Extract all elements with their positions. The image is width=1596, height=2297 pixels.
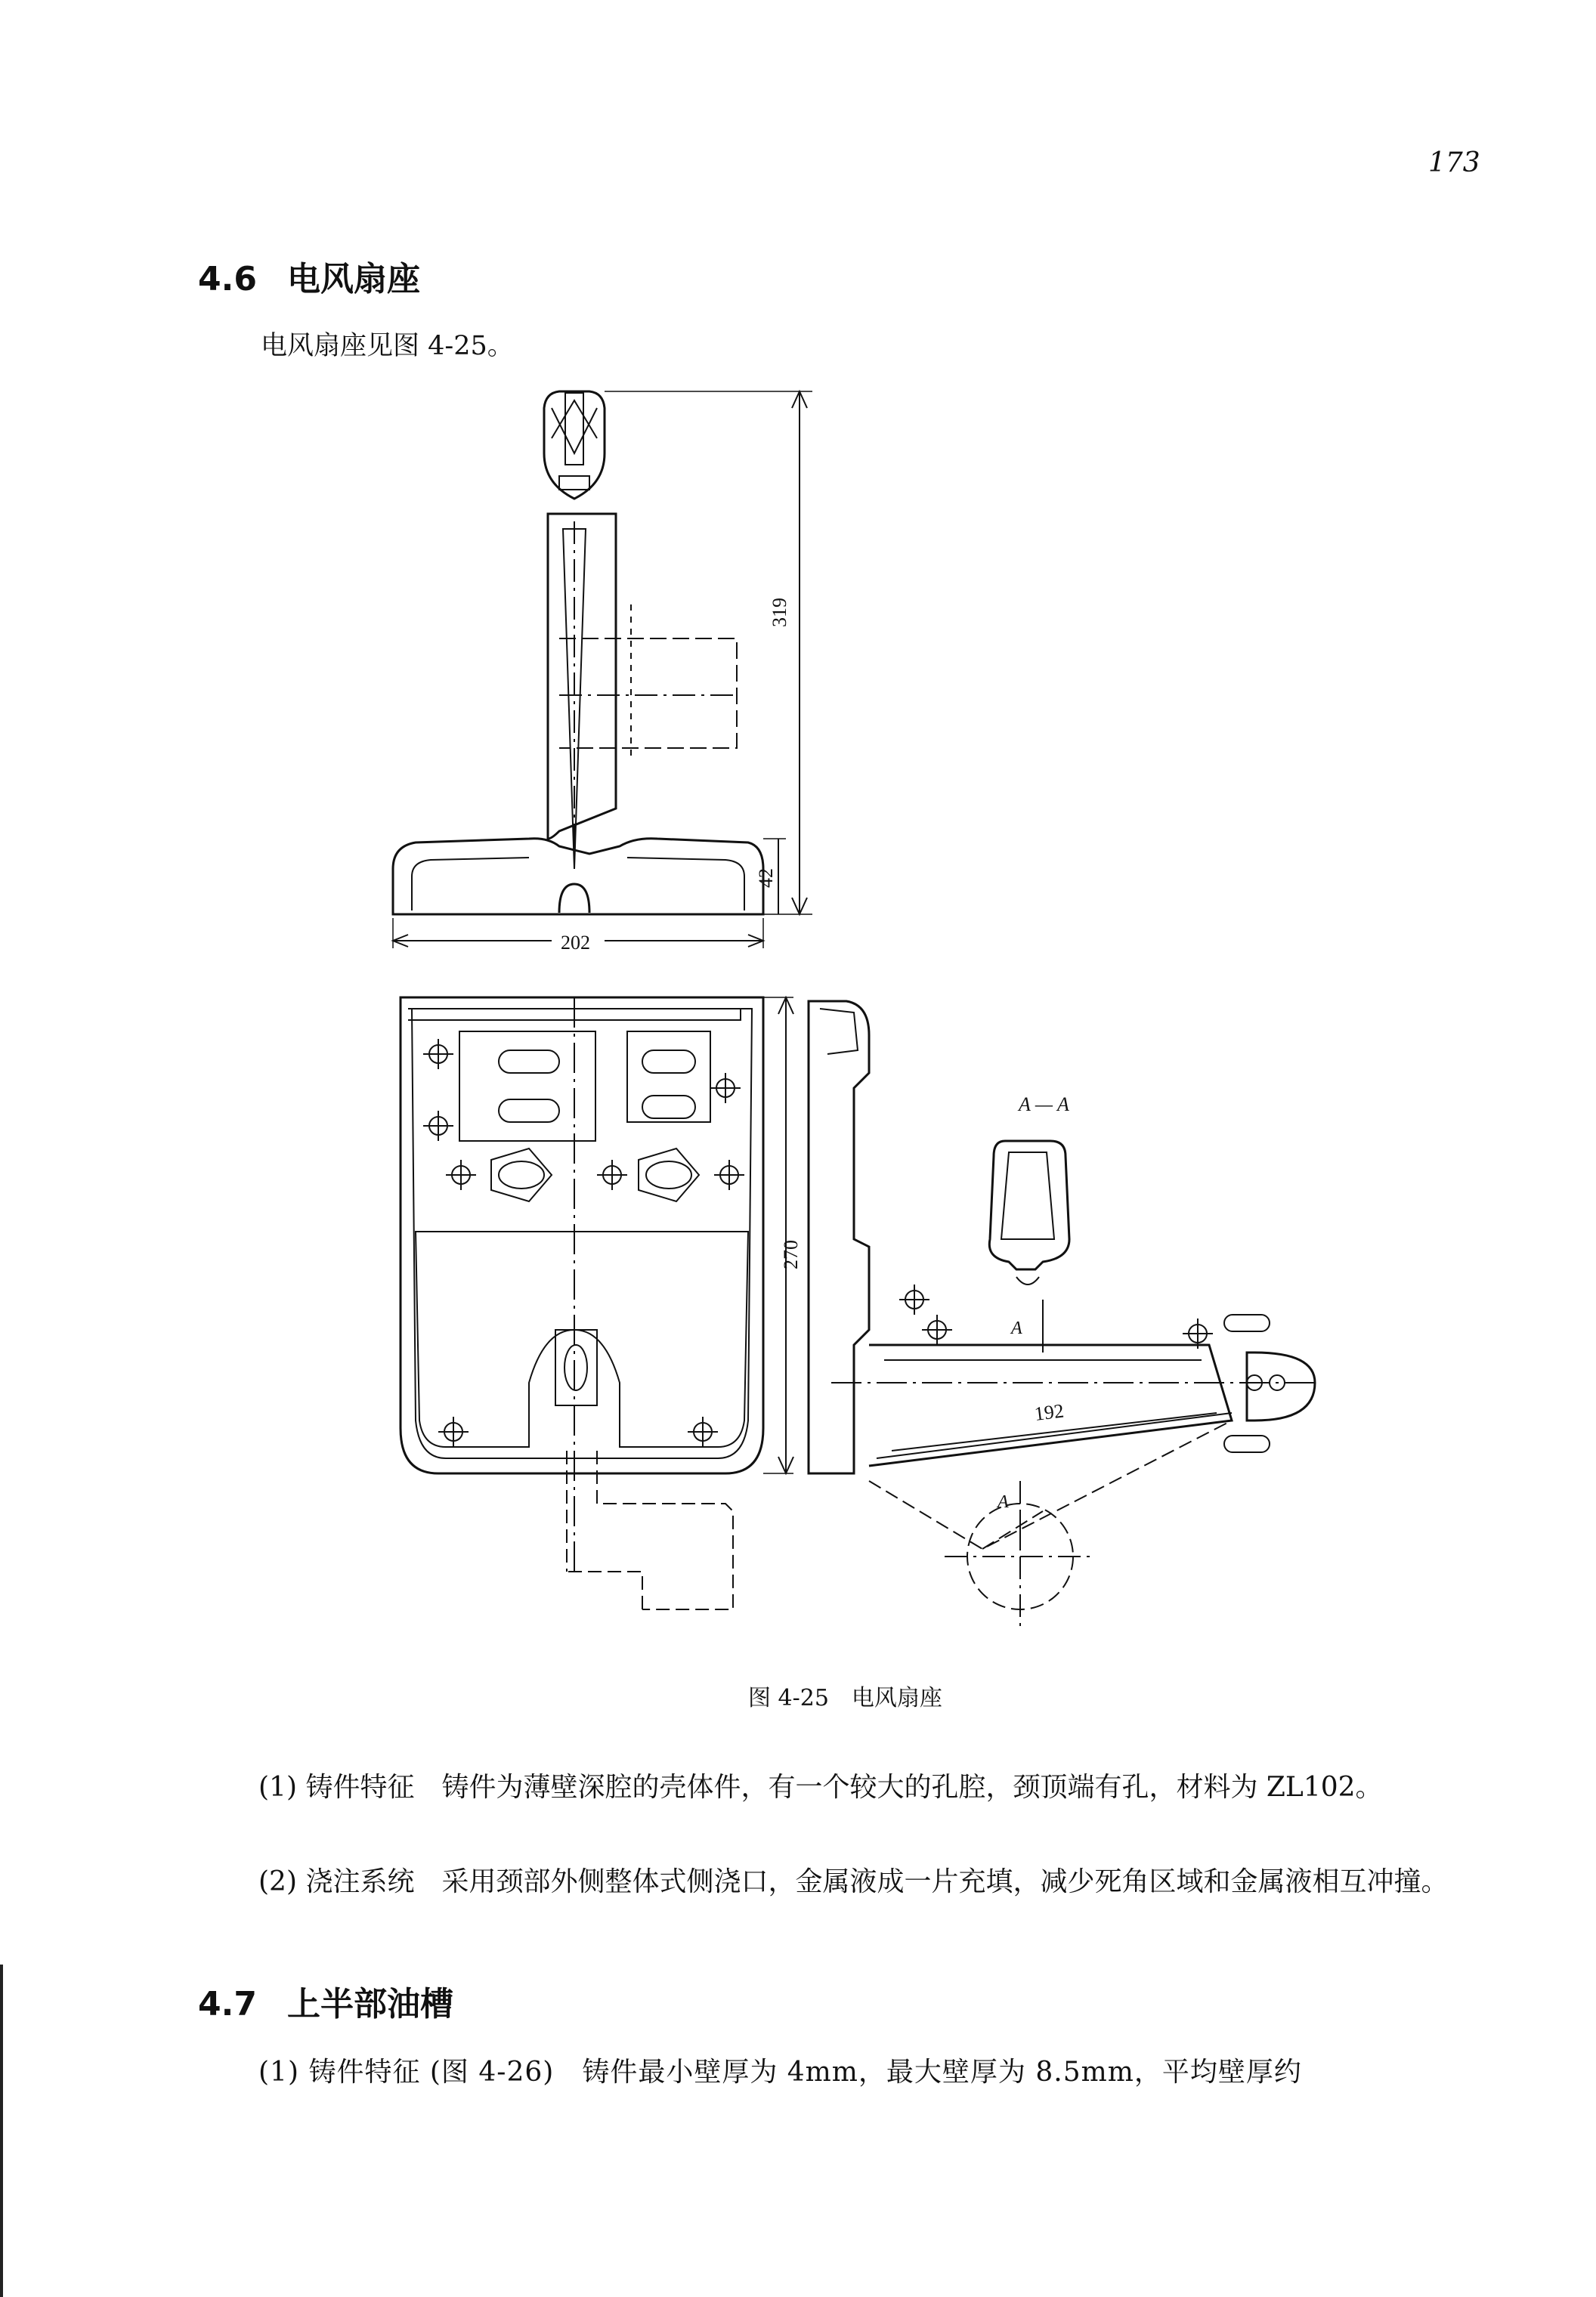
- paragraph-text: 采用颈部外侧整体式侧浇口，金属液成一片充填，减少死角区域和金属液相互冲撞。: [441, 1866, 1449, 1897]
- paragraph-text: 铸件为薄壁深腔的壳体件，有一个较大的孔腔，颈顶端有孔，材料为 ZL102。: [441, 1772, 1383, 1803]
- page-number: 173: [1428, 147, 1480, 178]
- paragraph-text: 铸件最小壁厚为 4mm，最大壁厚为 8.5mm，平均壁厚约: [582, 2057, 1302, 2088]
- paragraph-label: (1) 铸件特征 (图 4-26): [258, 2057, 555, 2088]
- paragraph-casting-features: [198, 1764, 1528, 1811]
- section-marker-a-lower: A: [998, 1492, 1009, 1512]
- section-number: 4.7: [198, 1985, 257, 2023]
- paragraph-gating-system: [198, 1859, 1528, 1906]
- intro-text: 电风扇座见图 4-25。: [261, 331, 514, 361]
- section-aa-label: A — A: [1019, 1093, 1069, 1115]
- paragraph-4-7-features: [198, 2051, 1528, 2089]
- dim-319: 319: [769, 598, 790, 627]
- top-view: [393, 391, 812, 948]
- section-number: 4.6: [198, 260, 257, 298]
- dim-42: 42: [755, 868, 777, 888]
- paragraph-label: (2) 浇注系统: [258, 1866, 415, 1897]
- section-heading-4-7: [198, 1977, 453, 2025]
- dim-270: 270: [780, 1240, 802, 1269]
- section-title: 电风扇座: [287, 260, 420, 298]
- dim-192: 192: [1033, 1399, 1066, 1425]
- paragraph-label: (1) 铸件特征: [258, 1772, 415, 1803]
- dim-202: 202: [561, 932, 590, 954]
- section-title: 上半部油槽: [287, 1985, 453, 2023]
- section-marker-a: A: [1011, 1319, 1022, 1338]
- figure-caption: 图 4-25 电风扇座: [748, 1685, 942, 1711]
- front-view: [401, 997, 793, 1609]
- scan-edge-line: [0, 1965, 3, 2297]
